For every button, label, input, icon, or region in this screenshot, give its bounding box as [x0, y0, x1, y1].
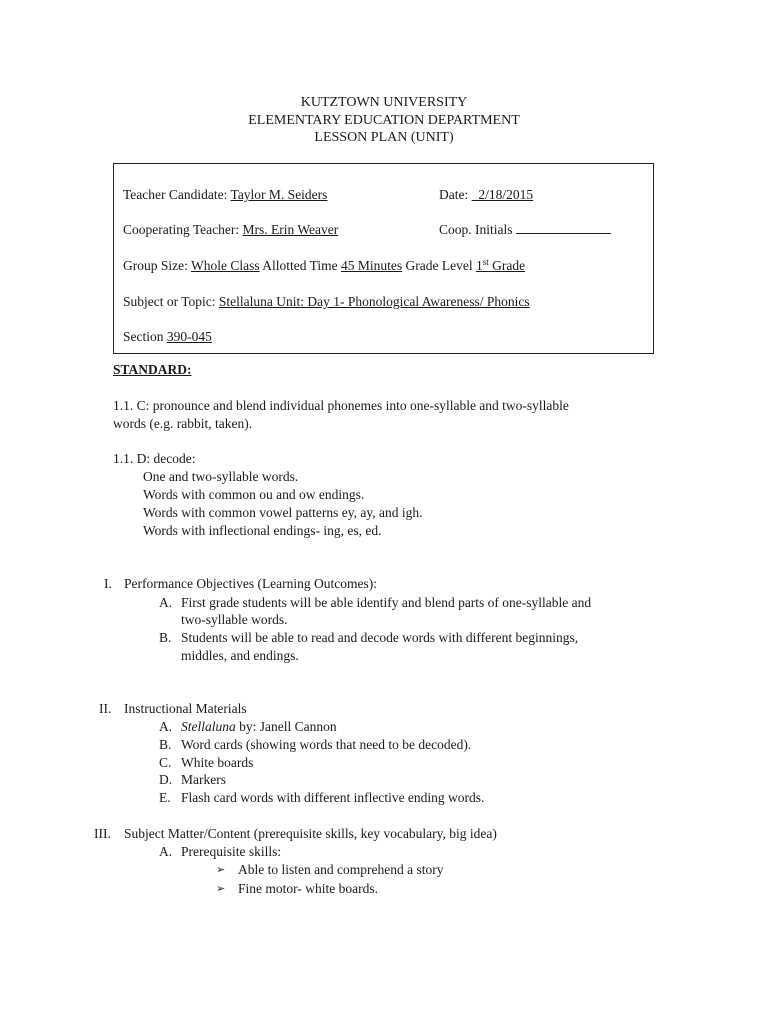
material-item: White boards — [181, 755, 254, 770]
objective-letter: A. — [159, 595, 173, 610]
section-2-numeral: II. — [99, 701, 112, 716]
allotted-time-value: 45 Minutes — [341, 258, 403, 273]
document-header — [0, 94, 768, 147]
allotted-time-label: Allotted Time — [259, 258, 342, 273]
date-value: 2/18/2015 — [471, 187, 534, 202]
section-row — [123, 328, 212, 346]
standard-d-item: Words with common ou and ow endings. — [143, 487, 365, 502]
section-2-title: Instructional Materials — [124, 701, 247, 716]
objective-text: Students will be able to read and decode words with different beginnings, — [181, 630, 579, 645]
prerequisite-skill-item: Able to listen and comprehend a story — [238, 862, 444, 877]
section-3-numeral: III. — [94, 826, 111, 841]
coop-initials-blank — [516, 221, 611, 234]
date-row — [439, 186, 533, 204]
cooperating-teacher-value: Mrs. Erin Weaver — [242, 222, 339, 237]
material-letter: D. — [159, 772, 173, 787]
arrow-bullet-icon: ➢ — [216, 883, 226, 895]
material-item — [181, 718, 337, 736]
material-item: Flash card words with different inflective ending words. — [181, 790, 485, 805]
subject-matter-letter: A. — [159, 844, 173, 859]
standard-d-heading: 1.1. D: decode: — [113, 451, 196, 466]
section-1-title: Performance Objectives (Learning Outcomes): — [124, 576, 378, 591]
standard-d-item: One and two-syllable words. — [143, 469, 299, 484]
subject-row — [123, 293, 530, 311]
objective-letter: B. — [159, 630, 172, 645]
subject-value: Stellaluna Unit: Day 1- Phonological Awareness/ Phonics — [218, 294, 530, 309]
teacher-candidate-value: Taylor M. Seiders — [230, 187, 328, 202]
standard-d-item: Words with common vowel patterns ey, ay, and igh. — [143, 505, 423, 520]
department-name: ELEMENTARY EDUCATION DEPARTMENT — [248, 112, 520, 128]
prerequisite-skill-item: Fine motor- white boards. — [238, 881, 378, 896]
lesson-info-box — [113, 163, 654, 354]
cooperating-teacher-label: Cooperating Teacher: — [123, 222, 243, 237]
coop-initials-row — [439, 221, 611, 239]
book-title: Stellaluna — [181, 719, 236, 734]
teacher-candidate-label: Teacher Candidate: — [123, 187, 231, 202]
group-size-label: Group Size: — [123, 258, 191, 273]
material-item: Markers — [181, 772, 226, 787]
section-3-title: Subject Matter/Content (prerequisite skills, key vocabulary, big idea) — [124, 826, 497, 841]
section-1-numeral: I. — [104, 576, 112, 591]
teacher-candidate-row — [123, 186, 327, 204]
objective-text: First grade students will be able identify and blend parts of one-syllable and — [181, 595, 592, 610]
objective-text-cont: middles, and endings. — [181, 648, 299, 663]
material-letter: B. — [159, 737, 172, 752]
arrow-bullet-icon: ➢ — [216, 864, 226, 876]
section-value: 390-045 — [166, 329, 212, 344]
subject-label: Subject or Topic: — [123, 294, 219, 309]
material-letter: A. — [159, 719, 173, 734]
group-size-row — [123, 257, 525, 275]
prerequisite-skills-label: Prerequisite skills: — [181, 844, 282, 859]
grade-level-suffix: st — [482, 257, 489, 267]
grade-level-label: Grade Level — [402, 258, 477, 273]
standard-heading: STANDARD: — [113, 362, 192, 377]
date-label: Date: — [439, 187, 472, 202]
university-name: KUTZTOWN UNIVERSITY — [300, 95, 468, 110]
coop-initials-label: Coop. Initials — [439, 222, 516, 237]
material-letter: C. — [159, 755, 172, 770]
standard-d-item: Words with inflectional endings- ing, es, ed. — [143, 523, 382, 538]
standard-c-line1: 1.1. C: pronounce and blend individual phonemes into one-syllable and two-syllable — [113, 398, 569, 413]
objective-text-cont: two-syllable words. — [181, 612, 288, 627]
material-letter: E. — [159, 790, 171, 805]
grade-level-number: 1 — [476, 258, 483, 273]
group-size-value: Whole Class — [191, 258, 260, 273]
book-author: by: Janell Cannon — [235, 719, 337, 734]
grade-level-word: Grade — [488, 258, 526, 273]
document-title: LESSON PLAN (UNIT) — [314, 130, 454, 145]
section-label: Section — [123, 329, 167, 344]
material-item: Word cards (showing words that need to be decoded). — [181, 737, 472, 752]
grade-level-value — [476, 258, 525, 273]
standard-c-line2: words (e.g. rabbit, taken). — [113, 416, 253, 431]
cooperating-teacher-row — [123, 221, 338, 239]
